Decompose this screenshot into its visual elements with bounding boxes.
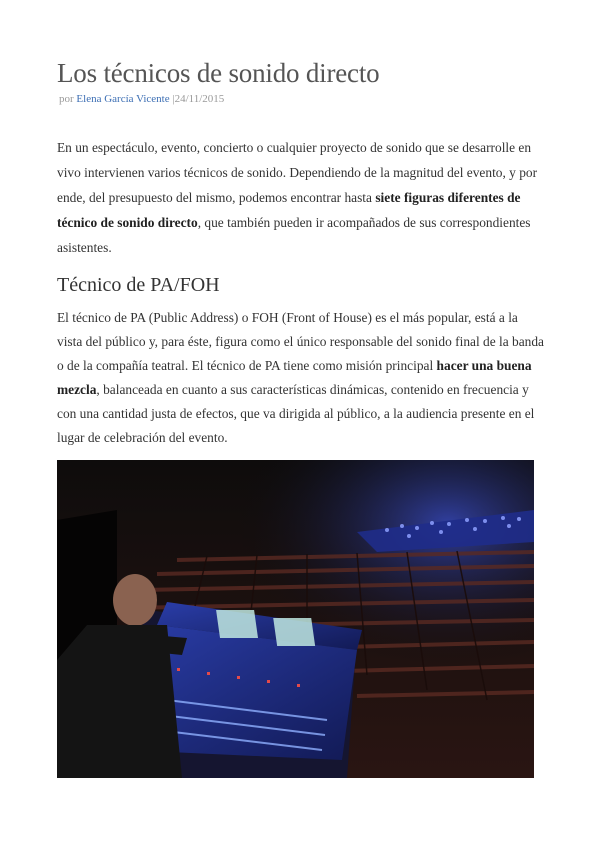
byline-prefix: por: [59, 93, 74, 105]
article-title: Los técnicos de sonido directo: [57, 58, 380, 88]
section-text-part2: , balanceada en cuanto a sus características dinámicas, contenido en frecuencia y con una cantidad justa de efectos, que va dirigida al público, a la audiencia presente en el lugar de celebración del evento.: [57, 382, 535, 445]
section-heading: Técnico de PA/FOH: [57, 274, 220, 296]
intro-paragraph: [57, 135, 543, 260]
intro-text-part1: En un espectáculo, evento, concierto o cualquier proyecto de sonido que se desarrolle en vivo intervienen varios técnicos de sonido. Dependiendo de la magnitud del evento, y por ende, del presupuesto del mismo, podemos encontrar hasta: [57, 140, 538, 205]
article-photo: [57, 460, 534, 778]
intro-bold-text: siete figuras diferentes de técnico de sonido directo: [57, 190, 521, 230]
section-paragraph: [57, 306, 545, 450]
section-bold-text: hacer una buena mezcla: [57, 358, 532, 397]
article-byline: [59, 93, 224, 105]
article-date: |24/11/2015: [172, 93, 225, 105]
intro-text-part2: , que también pueden ir acompañados de sus correspondientes asistentes.: [57, 215, 531, 255]
mixing-console-photo: [57, 460, 534, 778]
section-text-part1: El técnico de PA (Public Address) o FOH (Front of House) es el más popular, está a la vista del público y, para éste, figura como el único responsable del sonido final de la banda o de la compañía teatral. El técnico de PA tiene como misión principal: [57, 310, 544, 373]
author-link[interactable]: Elena García Vicente: [76, 93, 170, 105]
